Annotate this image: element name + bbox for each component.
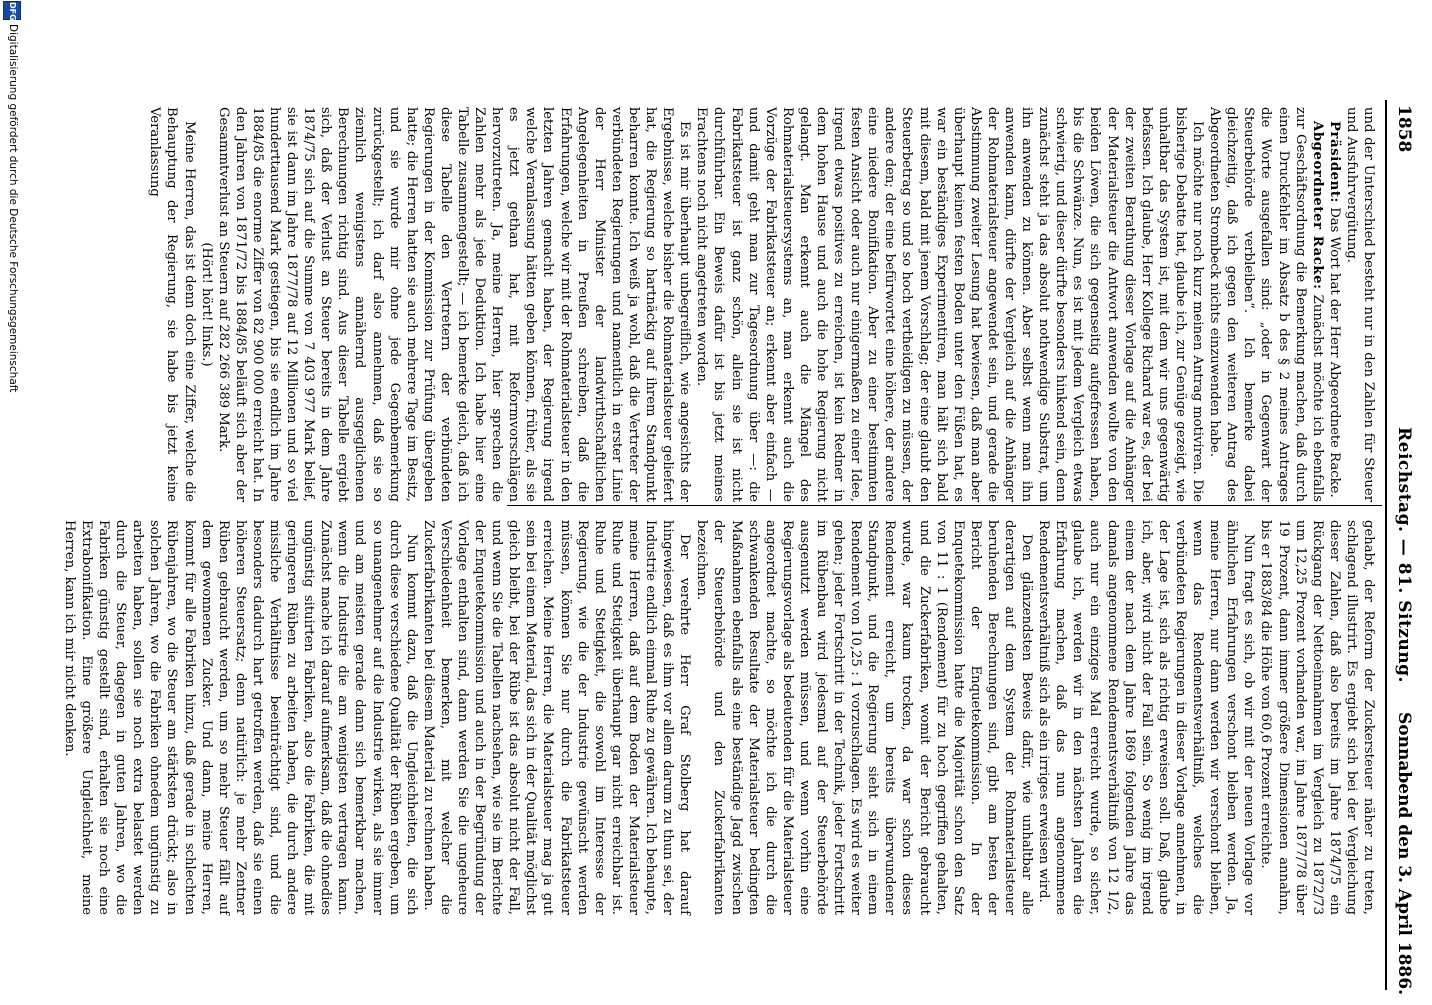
session-date: Sonnabend den 3. April 1886. xyxy=(1394,712,1414,995)
digitization-credit: Digitalisierung gefördert durch die Deutsche Forschungsgemeinschaft xyxy=(7,24,19,393)
speaker-name: Präsident: xyxy=(1326,121,1342,204)
paragraph: Ich möchte nur noch kurz meinen Antrag motiviren. Die bisherige Debatte hat, glaube ich, zur Genüge gezeigt, wie unhaltbar das System ist, mit dem wir uns gegenwärtig befassen. Ich glaube, Herr Kollege Richard war es, der bei der zweiten Berathung dieser Vorlage auf die Anhänger der Materialsteuer die Antwort anwenden wollte von den beiden Löwen, die sich gegenseitig aufgefressen haben, bis die Schwänze. Nun, es ist mit jedem Vergleich etwas schwierig, und dieser dürfte besonders hinkend sein, denn zunächst steht ja das absolut nothwendige Substrat, um ihn anwenden zu können. Aber selbst wenn man ihn anwenden kann, dürfte der Vergleich auf die Anhänger der Rohmaterialsteuer angewendet sein, und gerade die Abstimmung zweiter Lesung hat bewiesen, daß man aber überhaupt keinen festen Boden unter den Füßen hat, es war ein beständiges Experimentiren, man hält sich bald mit diesem, bald mit jenem Vorschlag; der eine glaubt den Steuerbetrag so und so hoch vertheidigen zu müssen, der andere den; der eine befürwortet eine höhere, der andere eine niedere Bonifikation. Aber zu einer bestimmten festen Ansicht oder auch nur einigermaßen zu einer Idee, irgend etwas positives zu erreichen, ist kein Redner in dem hohen Hause und auch die hohe Regierung nicht gelangt. Man erkennt auch die Mängel des Rohmaterialsteuersystems an, man erkennt auch die Vorzüge der Fabrikatsteuer an; erkennt aber einfach — und damit geht man zur Tagesordnung über —: die Fabrikatsteuer ist ganz schön, allein sie ist nicht durchführbar. Ein Beweis dafür ist bis jetzt meines Erachtens noch nicht angetreten worden. xyxy=(694,107,1206,502)
left-column xyxy=(147,107,1377,502)
page-header xyxy=(1390,105,1414,1005)
speech-text: Zunächst möchte ich ebenfalls zur Geschäftsordnung die Bemerkung machen, daß durch einen Druckfehler im Absatz b des § 2 meines Antrages die Worte ausgefallen sind: „oder in Gegenwart der Steuerbehörde verbleiben“. Ich bemerke dabei gleichzeitig, daß ich gegen den weiteren Antrag des Abgeordneten Strombeck nichts einzuwenden habe. xyxy=(1207,107,1325,502)
paragraph: Nun kommt dazu, daß die Ungleichheiten, die sich durch diese verschiedene Qualität der Rüben ergeben, um so unangenehmer auf die Industrie wirken, als sie immer und am meisten gerade dann sich bemerkbar machen, wenn die Industrie die am wenigsten vertragen kann. Zunächst mache ich darauf aufmerksam, daß die ohnedies ungünstig situirten Fabriken, also die Fabriken, die mit geringeren Rüben zu arbeiten haben, die durch andere missliche Verhältnisse beeinträchtigt sind, und die besonders dadurch hart getroffen werden, daß sie einen höheren Steuersatz; denn natürlich: je mehr Zentner Rüben gebraucht werden, um so mehr Steuer fällt auf dem gewonnenen Zucker. Und dann, meine Herren, kommt für alle Fabriken hinzu, daß gerade in schlechten Rübenjahren, wo die Steuer am stärksten drückt; also in solchen Jahren, wo die Fabriken ohnedem ungünstig zu arbeiten haben, sollen sie noch extra belastet werden durch die Steuer, dagegen in guten Jahren, wo die Fabriken günstig gestellt sind, erhalten sie noch eine Extrabonifikation. Eine größere Ungleichheit, meine Herren, kann ich mir nicht denken. xyxy=(61,520,419,915)
column-divider xyxy=(507,505,1382,506)
running-title: Reichstag. — 81. Sitzung. xyxy=(1394,427,1414,683)
paragraph: Meine Herren, das ist denn doch eine Ziffer, welche die Behauptung der Regierung, sie habe bis jetzt keine Veranlassung xyxy=(147,107,197,502)
speaker-name: Abgeordneter Racke: xyxy=(1309,121,1325,290)
speaker-paragraph xyxy=(1326,107,1343,502)
paragraph: Es ist mir überhaupt unbegreiflich, wie angesichts der Ergebnisse, welche bisher die Rohmaterialsteuer geliefert hat, die Regierung so hartnäckig auf ihrem Standpunkt beharren konnte. Ich weiß ja wohl, daß die Vertreter der verbündeten Regierungen und namentlich in erster Linie der Herr Minister der landwirthschaftlichen Angelegenheiten in Preußen schreiben, daß die Erfahrungen, welche wir mit der Rohmaterialsteuer in den letzten Jahren gemacht haben, der Regierung irgend welche Veranlassung hätten geben können, früher, als sie es jetzt gethan hat, mit Reformvorschlägen hervorzutreten. Ja, meine Herren, hier sprechen die Zahlen mehr als jede Deduktion. Ich habe hier eine Tabelle zusammengestellt; — ich bemerke gleich, daß ich diese Tabelle den Vertretern der verbündeten Regierungen in der Kommission zur Prüfung übergeben hatte; die Herren hatten sie auch mehrere Tage im Besitz, und sie wurde mir ohne jede Gegenbemerkung zurückgestellt; ich darf also annehmen, daß sie so ziemlich wenigstens annähernd ausgeglichenen Berechnungen richtig sind. Aus dieser Tabelle ergiebt sich, daß der Verlust an Steuer bereits in dem Jahre 1874/75 sich auf die Summe von 7 403 977 Mark belief, sie ist dann im Jahre 1877/78 auf 12 Millionen und so viel hunderttausend Mark gestiegen, bis sie endlich im Jahre 1884/85 die enorme Ziffer von 82 900 000 erreicht hat. In den Jahren von 1871/72 bis 1884/85 beläuft sich aber der Gesammtverlust an Steuern auf 282 266 389 Mark. xyxy=(215,107,693,502)
interjection: (Hört! hört! links.) xyxy=(198,242,214,367)
speaker-paragraph xyxy=(1206,107,1326,502)
speech-text: Das Wort hat der Herr Abgeordnete Racke. xyxy=(1326,203,1342,498)
paragraph: Den glänzendsten Beweis dafür, wie unhaltbar alle derartigen auf dem System der Rohmaterialsteuer beruhenden Berechnungen sind, gibt am besten der Bericht der Enquetekommission. In der Enquetekommission hatte die Majorität schon den Satz von 11 : 1 (Rendement) für zu hoch gegriffen gehalten, und die Zuckerfabriken, womit der Bericht gebraucht wurde, war kaum trocken, da war schon dieses Rendement erreicht, um bereits überwundener Standpunkt, und die Regierung sieht sich in einem Rendement von 10,25 : 1 vorzuschlagen. Es wird es weiter gehen; jeder Fortschritt in der Technik, jeder Fortschritt im Rübenbau wird jedesmal auf der Steuerbehörde ausgenutzt werden müssen, und wenn vorhin eine Regierungsvorlage als bedeutenden für die Materialsteuer angeordnet machte, so möchte ich die durch die schwankenden Resultate der Materialsteuer bedingten Maßnahmen ebenfalls als eine beständige Jagd zwischen der Steuerbehörde und den Zuckerfabrikanten bezeichnen. xyxy=(694,520,1035,915)
paragraph: gehabt, der Reform der Zuckersteuer näher zu treten, schlagend illustrirt. Es ergiebt sich bei der Vergleichung dieser Zahlen, daß also bereits im Jahre 1874/75 ein Rückgang der Nettoeinnahmen im Vergleich zu 1872/73 um 12,25 Prozent vorhanden war, im Jahre 1877/78 über 19 Prozent, dann immer größere Dimensionen annahm, bis er 1883/84 die Höhe von 60,6 Prozent erreichte. xyxy=(1258,520,1376,915)
paragraph: und der Unterschied besteht nur in den Zahlen für Steuer und Ausfuhrvergütung. xyxy=(1343,107,1376,502)
right-column xyxy=(61,520,1377,915)
digitization-footer xyxy=(1,0,23,1000)
paragraph: Der verehrte Herr Graf Stolberg hat darauf hingewiesen, daß es ihm vor allem darum zu thun sei, der Industrie endlich einmal Ruhe zu gewähren. Ich behaupte, meine Herren, daß auf dem Boden der Materialsteuer Ruhe und Stetigkeit überhaupt gar nicht erreichbar ist. Ruhe und Stetigkeit, die sowohl im Interesse der Regierung, wie die der Industrie gewünscht werden müssen, können Sie nur durch die Fabrikatsteuer erreichen. Meine Herren, die Materialsteuer mag ja gut sein bei einem Material, das sich in der Qualität möglichst gleich bleibt, bei der Rübe ist das absolut nicht der Fall, und wenn Sie die Tabellen nachsehen, wie sie im Berichte der Enquetekommission und auch in der Begründung der Vorlage enthalten sind, dann werden Sie die ungeheure Verschiedenheit bemerken, mit welcher die Zuckerfabrikanten bei diesem Material zu rechnen haben. xyxy=(420,520,693,915)
paragraph: Nun fragt es sich, ob wir mit der neuen Vorlage vor ähnlichen Erfahrungen verschont bleiben werden. Ja, meine Herren, nur dann werden wir verschont bleiben, wenn das Rendementsverhältniß, welches die verbündeten Regierungen in dieser Vorlage annehmen, in der Lage ist, sich als richtig erweisen soll. Daß, glaube ich, aber, wird nicht der Fall sein. So wenig im irgend einem der nach dem Jahre 1869 folgenden Jahre das damals angenommene Rendementsverhältniß von 12 1/2, auch nur ein einziges Mal erreicht wurde, so sicher, glaube ich, werden wir in den nächsten Jahren die Erfahrung machen, daß das nun angenommene Rendementsverhältniß sich als ein irriges erweisen wird. xyxy=(1036,520,1257,915)
dfg-logo: DFG xyxy=(3,1,21,20)
header-rule xyxy=(1385,100,1387,990)
page-number: 1858 xyxy=(1394,105,1414,153)
